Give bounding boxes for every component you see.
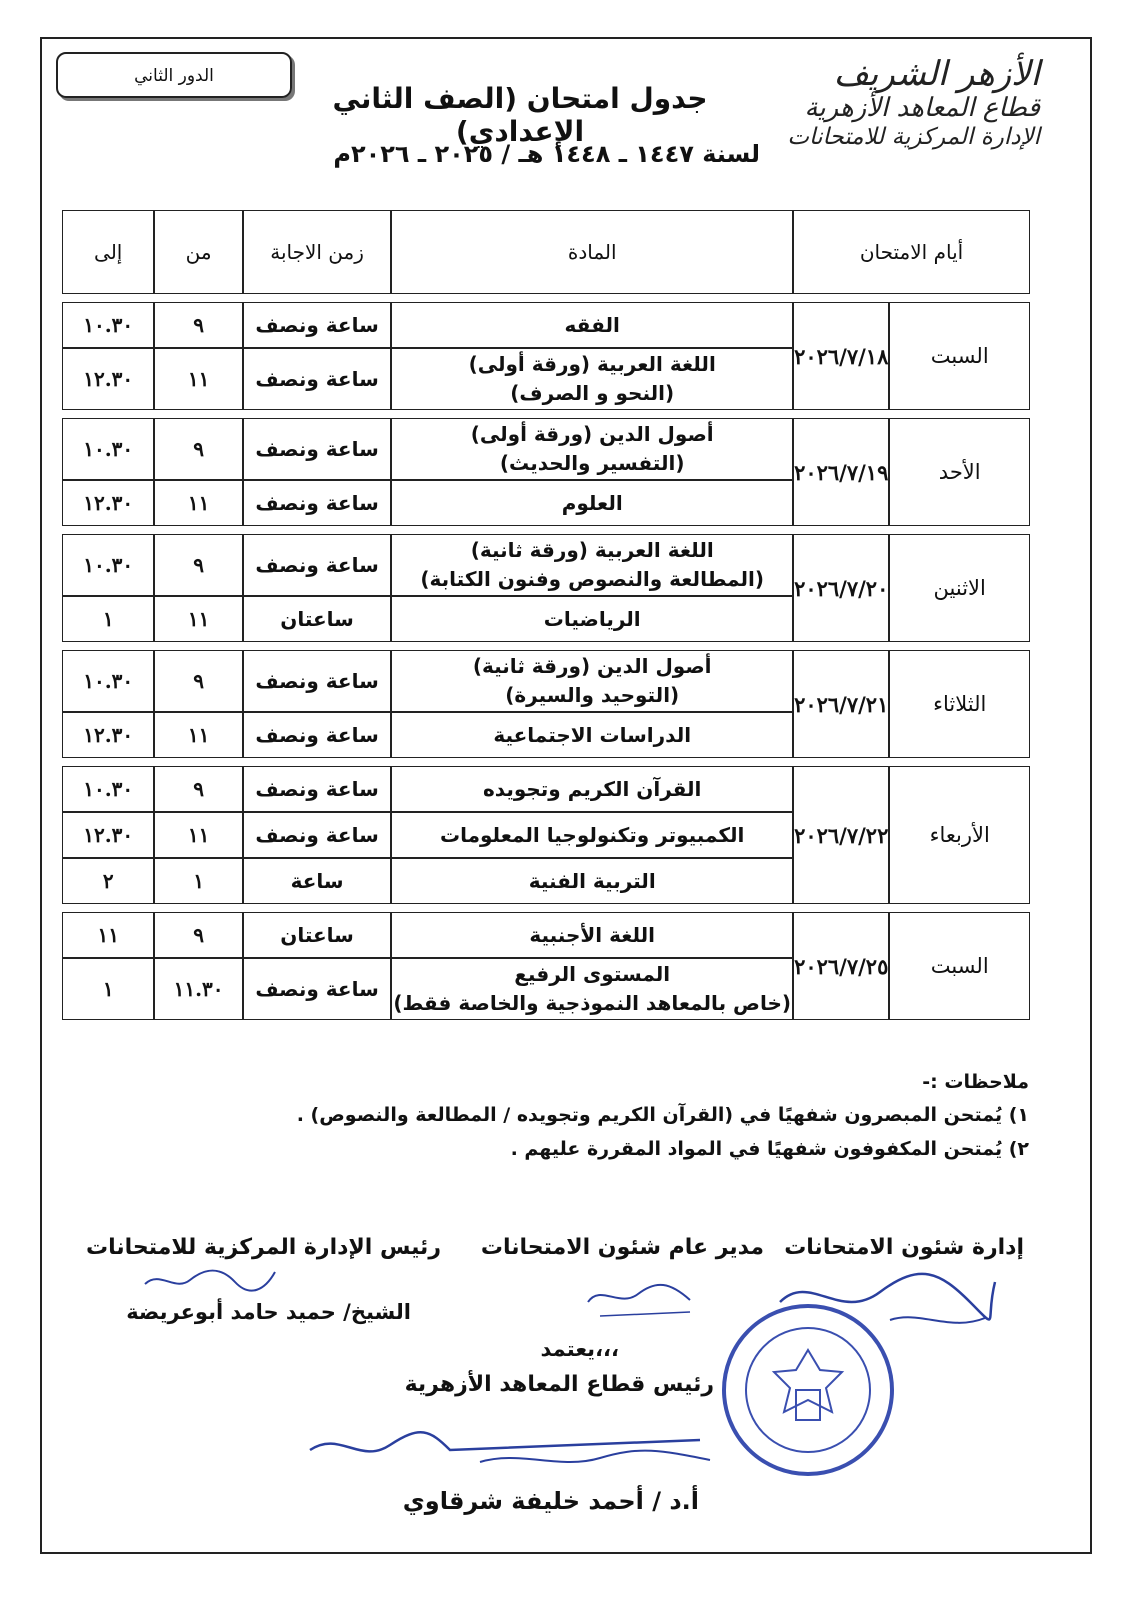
to-cell: ١٠.٣٠ (62, 534, 154, 596)
from-cell: ٩ (154, 766, 242, 812)
from-cell: ١١ (154, 712, 242, 758)
year-line: لسنة ١٤٤٧ ـ ١٤٤٨ هـ / ٢٠٢٥ ـ ٢٠٢٦م (333, 140, 760, 168)
subject-line: اللغة الأجنبية (529, 922, 656, 947)
from-cell: ١١ (154, 812, 242, 858)
duration-cell: ساعتان (243, 596, 392, 642)
subject-line: أصول الدين (ورقة ثانية) (472, 654, 712, 678)
subject-line: القرآن الكريم وتجويده (482, 776, 702, 801)
logo-line-3: الإدارة المركزية للامتحانات (787, 123, 1040, 150)
subject-cell (391, 958, 793, 1020)
sig-central-head: رئيس الإدارة المركزية للامتحانات (85, 1235, 441, 1260)
header-to: إلى (62, 210, 154, 294)
table-header-row (62, 210, 1030, 294)
gap-cell (62, 758, 1030, 766)
al-azhar-logo-text (780, 55, 1040, 150)
date-cell: ٢٠٢٦/٧/١٩ (793, 418, 889, 526)
header-days: أيام الامتحان (793, 210, 1030, 294)
date-cell: ٢٠٢٦/٧/٢٠ (793, 534, 889, 642)
subject-line: (التفسير والحديث) (499, 451, 685, 475)
subject-cell (391, 812, 793, 858)
session-badge: الدور الثاني (56, 52, 292, 98)
subject-cell (391, 912, 793, 958)
header-from: من (154, 210, 242, 294)
gap-cell (62, 904, 1030, 912)
duration-cell: ساعتان (243, 912, 392, 958)
to-cell: ١٢.٣٠ (62, 348, 154, 410)
table-group-gap (62, 294, 1030, 302)
subject-line: التربية الفنية (528, 868, 656, 893)
gap-cell (62, 410, 1030, 418)
table-group-gap (62, 904, 1030, 912)
subject-cell (391, 302, 793, 348)
subject-line: (خاص بالمعاهد النموذجية والخاصة فقط) (393, 991, 792, 1015)
subject-cell (391, 712, 793, 758)
sig-approve: يعتمد،،، (540, 1337, 619, 1361)
to-cell: ١٠.٣٠ (62, 418, 154, 480)
date-cell: ٢٠٢٦/٧/٢٥ (793, 912, 889, 1020)
table-group-gap (62, 526, 1030, 534)
subject-cell (391, 418, 793, 480)
handwritten-signature-sector-head (300, 1410, 720, 1480)
logo-line-1: الأزهر الشريف (833, 54, 1040, 94)
from-cell: ١١ (154, 348, 242, 410)
duration-cell: ساعة ونصف (243, 812, 392, 858)
duration-cell: ساعة ونصف (243, 348, 392, 410)
day-cell: الأربعاء (889, 766, 1030, 904)
from-cell: ١١.٣٠ (154, 958, 242, 1020)
duration-cell: ساعة (243, 858, 392, 904)
table-row (62, 534, 1030, 596)
subject-line: أصول الدين (ورقة أولى) (470, 422, 714, 446)
duration-cell: ساعة ونصف (243, 958, 392, 1020)
subject-cell (391, 766, 793, 812)
notes-heading: ملاحظات :- (922, 1071, 1029, 1093)
notes-block (229, 1066, 1029, 1166)
to-cell: ١ (62, 596, 154, 642)
sig-sector-head-name: أ.د / أحمد خليفة شرقاوي (402, 1487, 699, 1515)
table-row (62, 650, 1030, 712)
sig-exam-affairs: إدارة شئون الامتحانات (784, 1235, 1024, 1260)
official-seal-icon (718, 1300, 898, 1480)
duration-cell: ساعة ونصف (243, 302, 392, 348)
from-cell: ١١ (154, 596, 242, 642)
to-cell: ١٠.٣٠ (62, 302, 154, 348)
from-cell: ٩ (154, 650, 242, 712)
subject-line: الرياضيات (543, 606, 641, 631)
page-title: جدول امتحان (الصف الثاني الإعدادي) (332, 82, 708, 148)
sig-sector-head: رئيس قطاع المعاهد الأزهرية (404, 1372, 714, 1397)
day-cell: الأحد (889, 418, 1030, 526)
subject-line: الكمبيوتر وتكنولوجيا المعلومات (440, 822, 745, 847)
to-cell: ١ (62, 958, 154, 1020)
from-cell: ٩ (154, 418, 242, 480)
duration-cell: ساعة ونصف (243, 766, 392, 812)
subject-cell (391, 480, 793, 526)
subject-line: (المطالعة والنصوص وفنون الكتابة) (420, 567, 764, 591)
table-row (62, 302, 1030, 348)
subject-line: العلوم (561, 490, 623, 515)
gap-cell (62, 642, 1030, 650)
from-cell: ٩ (154, 534, 242, 596)
table-group-gap (62, 758, 1030, 766)
duration-cell: ساعة ونصف (243, 534, 392, 596)
subject-cell (391, 858, 793, 904)
duration-cell: ساعة ونصف (243, 418, 392, 480)
subject-cell (391, 596, 793, 642)
gap-cell (62, 526, 1030, 534)
table-group-gap (62, 410, 1030, 418)
header-duration: زمن الاجابة (243, 210, 392, 294)
gap-cell (62, 294, 1030, 302)
note-item-2: ٢) يُمتحن المكفوفون شفهيًا في المواد المقررة عليهم . (510, 1137, 1029, 1160)
subject-cell (391, 534, 793, 596)
subject-line: (التوحيد والسيرة) (505, 683, 680, 707)
from-cell: ١١ (154, 480, 242, 526)
subject-line: اللغة العربية (ورقة أولى) (468, 352, 716, 376)
from-cell: ٩ (154, 302, 242, 348)
day-cell: الثلاثاء (889, 650, 1030, 758)
logo-line-2: قطاع المعاهد الأزهرية (804, 93, 1040, 124)
to-cell: ١٠.٣٠ (62, 766, 154, 812)
from-cell: ١ (154, 858, 242, 904)
to-cell: ٢ (62, 858, 154, 904)
sig-general-manager: مدير عام شئون الامتحانات (480, 1235, 764, 1260)
handwritten-signature-central-head (140, 1262, 280, 1298)
subject-line: الفقه (564, 312, 620, 337)
to-cell: ١٢.٣٠ (62, 480, 154, 526)
sig-central-head-name: الشيخ/ حميد حامد أبوعريضة (126, 1300, 411, 1324)
table-group-gap (62, 642, 1030, 650)
subject-line: المستوى الرفيع (514, 962, 671, 986)
day-cell: السبت (889, 912, 1030, 1020)
duration-cell: ساعة ونصف (243, 650, 392, 712)
handwritten-signature-general-manager (580, 1272, 710, 1322)
note-item-1: ١) يُمتحن المبصرون شفهيًا في (القرآن الكريم وتجويده / المطالعة والنصوص) . (296, 1104, 1029, 1127)
subject-line: اللغة العربية (ورقة ثانية) (470, 538, 714, 562)
subject-line: الدراسات الاجتماعية (493, 722, 692, 747)
to-cell: ١٢.٣٠ (62, 712, 154, 758)
table-row (62, 912, 1030, 958)
day-cell: السبت (889, 302, 1030, 410)
date-cell: ٢٠٢٦/٧/٢٢ (793, 766, 889, 904)
duration-cell: ساعة ونصف (243, 480, 392, 526)
date-cell: ٢٠٢٦/٧/٢١ (793, 650, 889, 758)
table-row (62, 766, 1030, 812)
subject-cell (391, 650, 793, 712)
subject-line: (النحو و الصرف) (510, 381, 675, 405)
header-subject: المادة (391, 210, 793, 294)
to-cell: ١٠.٣٠ (62, 650, 154, 712)
to-cell: ١٢.٣٠ (62, 812, 154, 858)
day-cell: الاثنين (889, 534, 1030, 642)
duration-cell: ساعة ونصف (243, 712, 392, 758)
to-cell: ١١ (62, 912, 154, 958)
from-cell: ٩ (154, 912, 242, 958)
table-row (62, 418, 1030, 480)
subject-cell (391, 348, 793, 410)
date-cell: ٢٠٢٦/٧/١٨ (793, 302, 889, 410)
exam-schedule-table (62, 210, 1030, 1020)
